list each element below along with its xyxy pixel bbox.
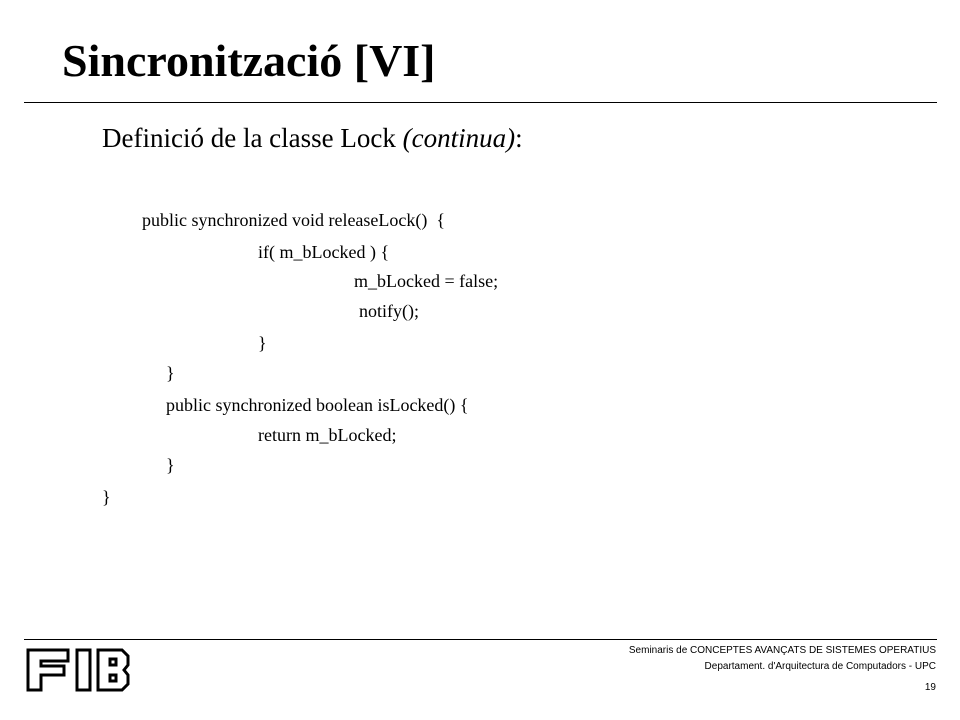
footer-divider xyxy=(24,639,937,640)
code-line: notify(); xyxy=(359,301,419,321)
code-line: } xyxy=(166,455,175,475)
code-line: } xyxy=(166,363,175,383)
subtitle-colon: : xyxy=(515,123,523,153)
code-line: } xyxy=(258,333,267,353)
code-line: public synchronized void releaseLock() { xyxy=(142,210,446,230)
footer-seminar-title: Seminaris de CONCEPTES AVANÇATS DE SISTEMES OPERATIUS xyxy=(628,645,936,656)
slide-title: Sincronització [VI] xyxy=(62,35,436,86)
subtitle-text: Definició de la classe Lock xyxy=(102,123,403,153)
code-line: m_bLocked = false; xyxy=(354,271,499,291)
code-line: return m_bLocked; xyxy=(258,425,397,445)
footer-department: Departament. d'Arquitectura de Computadors - UPC xyxy=(704,661,936,672)
page-number: 19 xyxy=(924,682,936,693)
subtitle-italic: (continua) xyxy=(402,123,516,153)
code-line: } xyxy=(102,487,111,507)
code-line: if( m_bLocked ) { xyxy=(258,242,390,262)
fib-logo xyxy=(24,646,132,694)
title-divider xyxy=(24,102,937,103)
slide-subtitle xyxy=(102,122,523,154)
code-line: public synchronized boolean isLocked() { xyxy=(166,395,469,415)
